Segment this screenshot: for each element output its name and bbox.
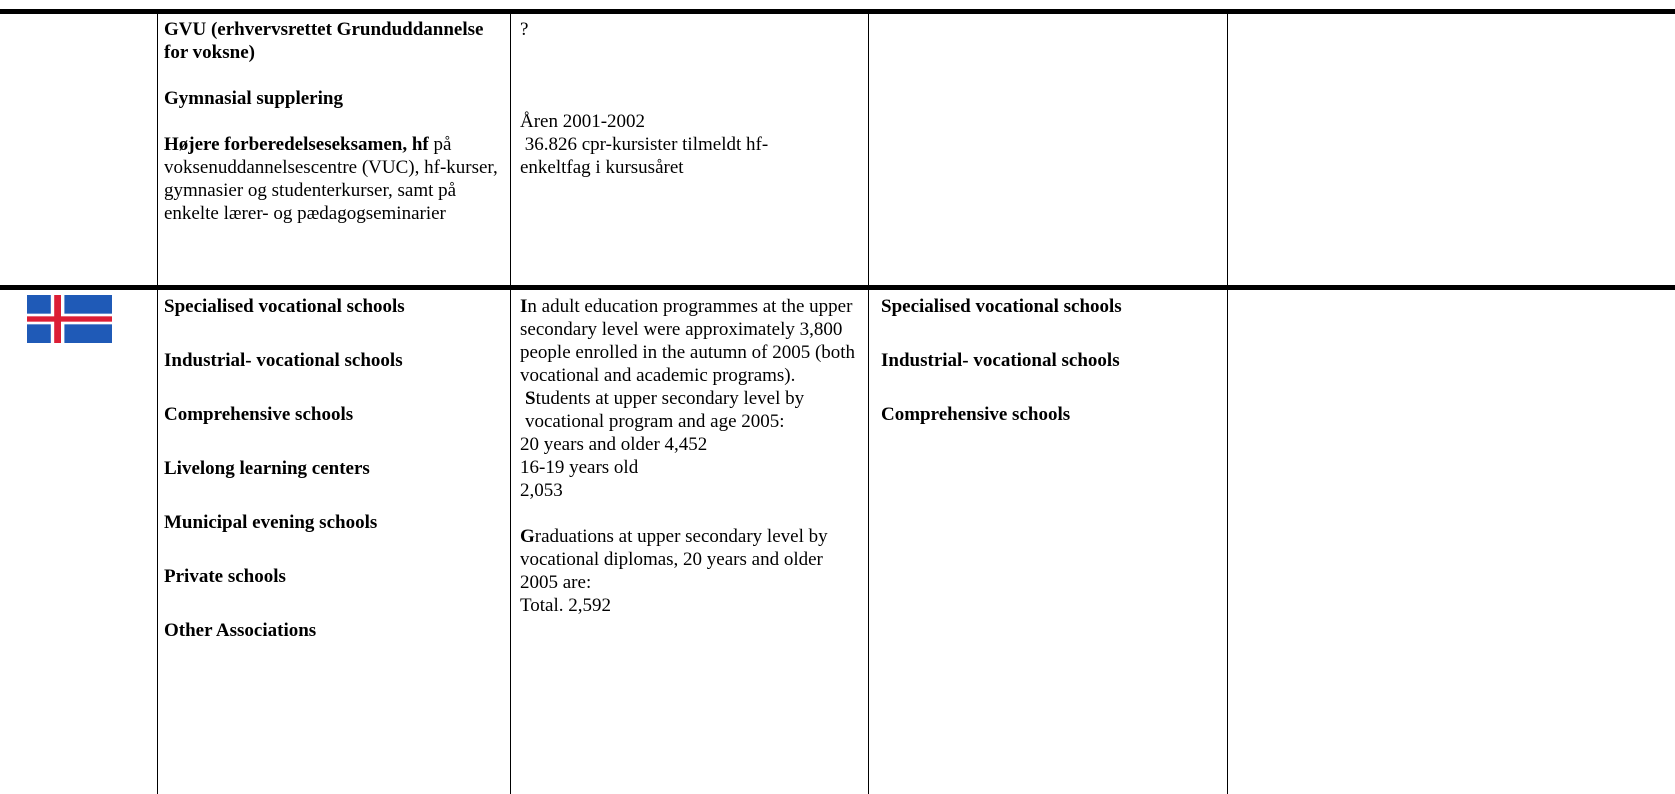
table-top-border xyxy=(0,9,1675,14)
hf-title: Højere forberedelseseksamen, hf xyxy=(164,134,429,155)
school-item: Other Associations xyxy=(164,620,317,641)
count-line-1: 36.826 cpr-kursister tilmeldt hf- xyxy=(520,134,769,155)
column-divider-4 xyxy=(1227,9,1228,794)
row-divider xyxy=(0,285,1675,290)
unknown-figure: ? xyxy=(520,19,529,40)
graduations-paragraph xyxy=(520,525,860,594)
school-item: Private schools xyxy=(164,566,286,587)
provider-item: Industrial- vocational schools xyxy=(881,350,1120,371)
schools-cell-iceland xyxy=(164,295,504,642)
participation-cell-iceland xyxy=(520,295,860,617)
hf-text: på voksenuddannelsescentre (VUC), hf-kurser, gymnasier og studenterkurser, samt på enkelte lærer- og pædagogseminarier xyxy=(164,134,498,224)
years-text: Åren 2001-2002 xyxy=(520,111,646,132)
enrolment-text: n adult education programmes at the upper secondary level were approximately 3,800 people enrolled in the autumn of 2005 (both vocational and academic programs). xyxy=(520,296,856,386)
school-item: Livelong learning centers xyxy=(164,458,370,479)
school-item: Municipal evening schools xyxy=(164,512,378,533)
figures-cell-denmark xyxy=(520,18,860,179)
iceland-flag-icon xyxy=(27,295,112,343)
hf-paragraph xyxy=(164,133,504,225)
school-item: Industrial- vocational schools xyxy=(164,350,403,371)
age-16-line: 16-19 years old xyxy=(520,457,639,478)
enrolment-initial: I xyxy=(520,296,528,317)
gvu-title: GVU (erhvervsrettet Grunduddannelse for voksne) xyxy=(164,19,484,63)
enrolment-paragraph xyxy=(520,295,860,387)
total-line: Total. 2,592 xyxy=(520,595,612,616)
column-divider-3 xyxy=(868,9,869,794)
age-16-value: 2,053 xyxy=(520,480,563,501)
students-paragraph xyxy=(520,387,860,433)
students-initial: S xyxy=(525,388,536,409)
school-item: Comprehensive schools xyxy=(164,404,354,425)
count-line-2: enkeltfag i kursusåret xyxy=(520,157,684,178)
flag-red-horizontal xyxy=(27,316,112,321)
provider-item: Comprehensive schools xyxy=(881,404,1071,425)
gymnasial-title: Gymnasial supplering xyxy=(164,88,343,109)
school-item: Specialised vocational schools xyxy=(164,296,405,317)
column-divider-2 xyxy=(510,9,511,794)
age-20-line: 20 years and older 4,452 xyxy=(520,434,708,455)
column-divider-1 xyxy=(157,9,158,794)
providers-cell-iceland xyxy=(881,295,1221,426)
graduations-initial: G xyxy=(520,526,535,547)
provider-item: Specialised vocational schools xyxy=(881,296,1122,317)
programme-cell-denmark xyxy=(164,18,504,225)
students-text: tudents at upper secondary level by vocational program and age 2005: xyxy=(525,388,805,432)
graduations-text: raduations at upper secondary level by vocational diplomas, 20 years and older 2005 are: xyxy=(520,526,828,593)
